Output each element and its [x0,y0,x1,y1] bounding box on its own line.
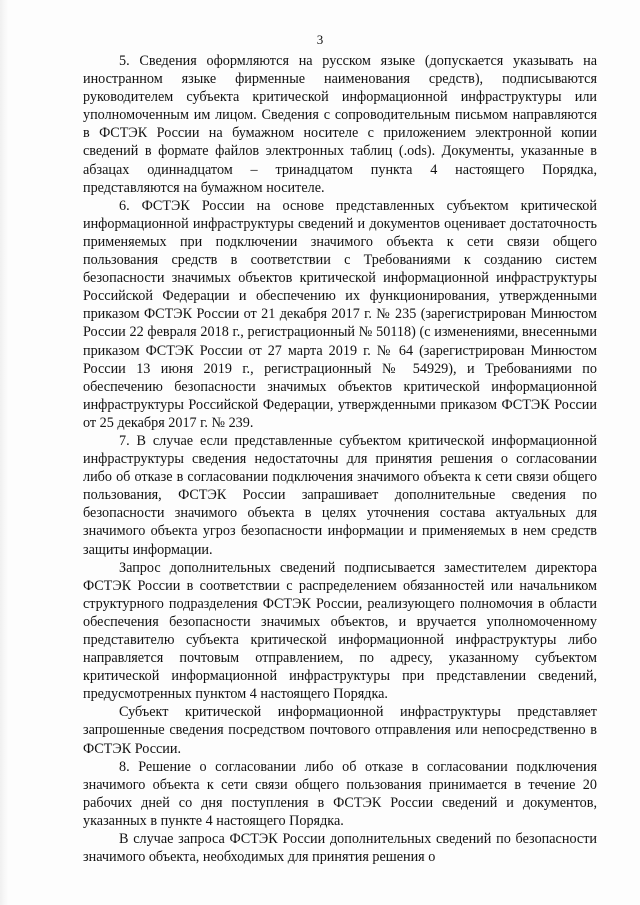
paragraph-item-7: 7. В случае если представленные субъектом критической информационной инфраструктуры сведения недостаточны для принятия решения о согласовании либо об отказе в согласовании подключения значимого объекта к сети связи общего пользования, ФСТЭК России запрашивает дополнительные сведения по безопасности значимого объекта в целях уточнения состава актуальных для значимого объекта угроз безопасности информации и применяемых в нем средств защиты информации. [83,432,597,558]
document-body [83,52,597,866]
paragraph-subject-submission: Субъект критической информационной инфраструктуры представляет запрошенные сведения посредством почтового отправления или непосредственно в ФСТЭК России. [83,704,597,757]
scan-edge-shadow [0,0,8,905]
paragraph-request-signing: Запрос дополнительных сведений подписывается заместителем директора ФСТЭК России в соответствии с распределением обязанностей или начальником структурного подразделения ФСТЭК России, реализующего полномочия в области обеспечения безопасности значимых объектов, и вручается уполномоченному представителю субъекта критической информационной инфраструктуры либо направляется почтовым отправлением, по адресу, указанному субъектом критической информационной инфраструктуры при представлении сведений, предусмотренных пунктом 4 настоящего Порядка. [83,559,597,703]
paragraph-item-5: 5. Сведения оформляются на русском языке (допускается указывать на иностранном языке фирменные наименования средств), подписываются руководителем субъекта критической информационной инфраструктуры или уполномоченным им лицом. Сведения с сопроводительным письмом направляются в ФСТЭК России на бумажном носителе с приложением электронной копии сведений в формате файлов электронных таблиц (.ods). Документы, указанные в абзацах одиннадцатом – тринадцатом пункта 4 настоящего Порядка, представляются на бумажном носителе. [83,53,597,196]
paragraph-item-8: 8. Решение о согласовании либо об отказе в согласовании подключения значимого объекта к сети связи общего пользования принимается в течение 20 рабочих дней со дня поступления в ФСТЭК России сведений и документов, указанных в пункте 4 настоящего Порядка. [83,758,597,829]
paragraph-request-case: В случае запроса ФСТЭК России дополнительных сведений по безопасности значимого объекта, необходимых для принятия решения о [83,831,597,866]
page-number: 3 [316,32,324,47]
paragraph-item-6: 6. ФСТЭК России на основе представленных субъектом критической информационной инфраструктуры сведений и документов оценивает достаточность применяемых при подключении значимого объекта к сети связи общего пользования средств в соответствии с Требованиями к созданию систем безопасности значимых объектов критической информационной инфраструктуры Российской Федерации и обеспечению их функционирования, утвержденными приказом ФСТЭК России от 21 декабря 2017 г. № 235 (зарегистрирован Минюстом России 22 февраля 2018 г., регистрационный № 50118) (с изменениями, внесенными приказом ФСТЭК России от 27 марта 2019 г. № 64 (зарегистрирован Минюстом России 13 июня 2019 г., регистрационный № 54929), и Требованиями по обеспечению безопасности значимых объектов критической информационной инфраструктуры Российской Федерации, утвержденными приказом ФСТЭК России от 25 декабря 2017 г. № 239. [83,197,597,431]
